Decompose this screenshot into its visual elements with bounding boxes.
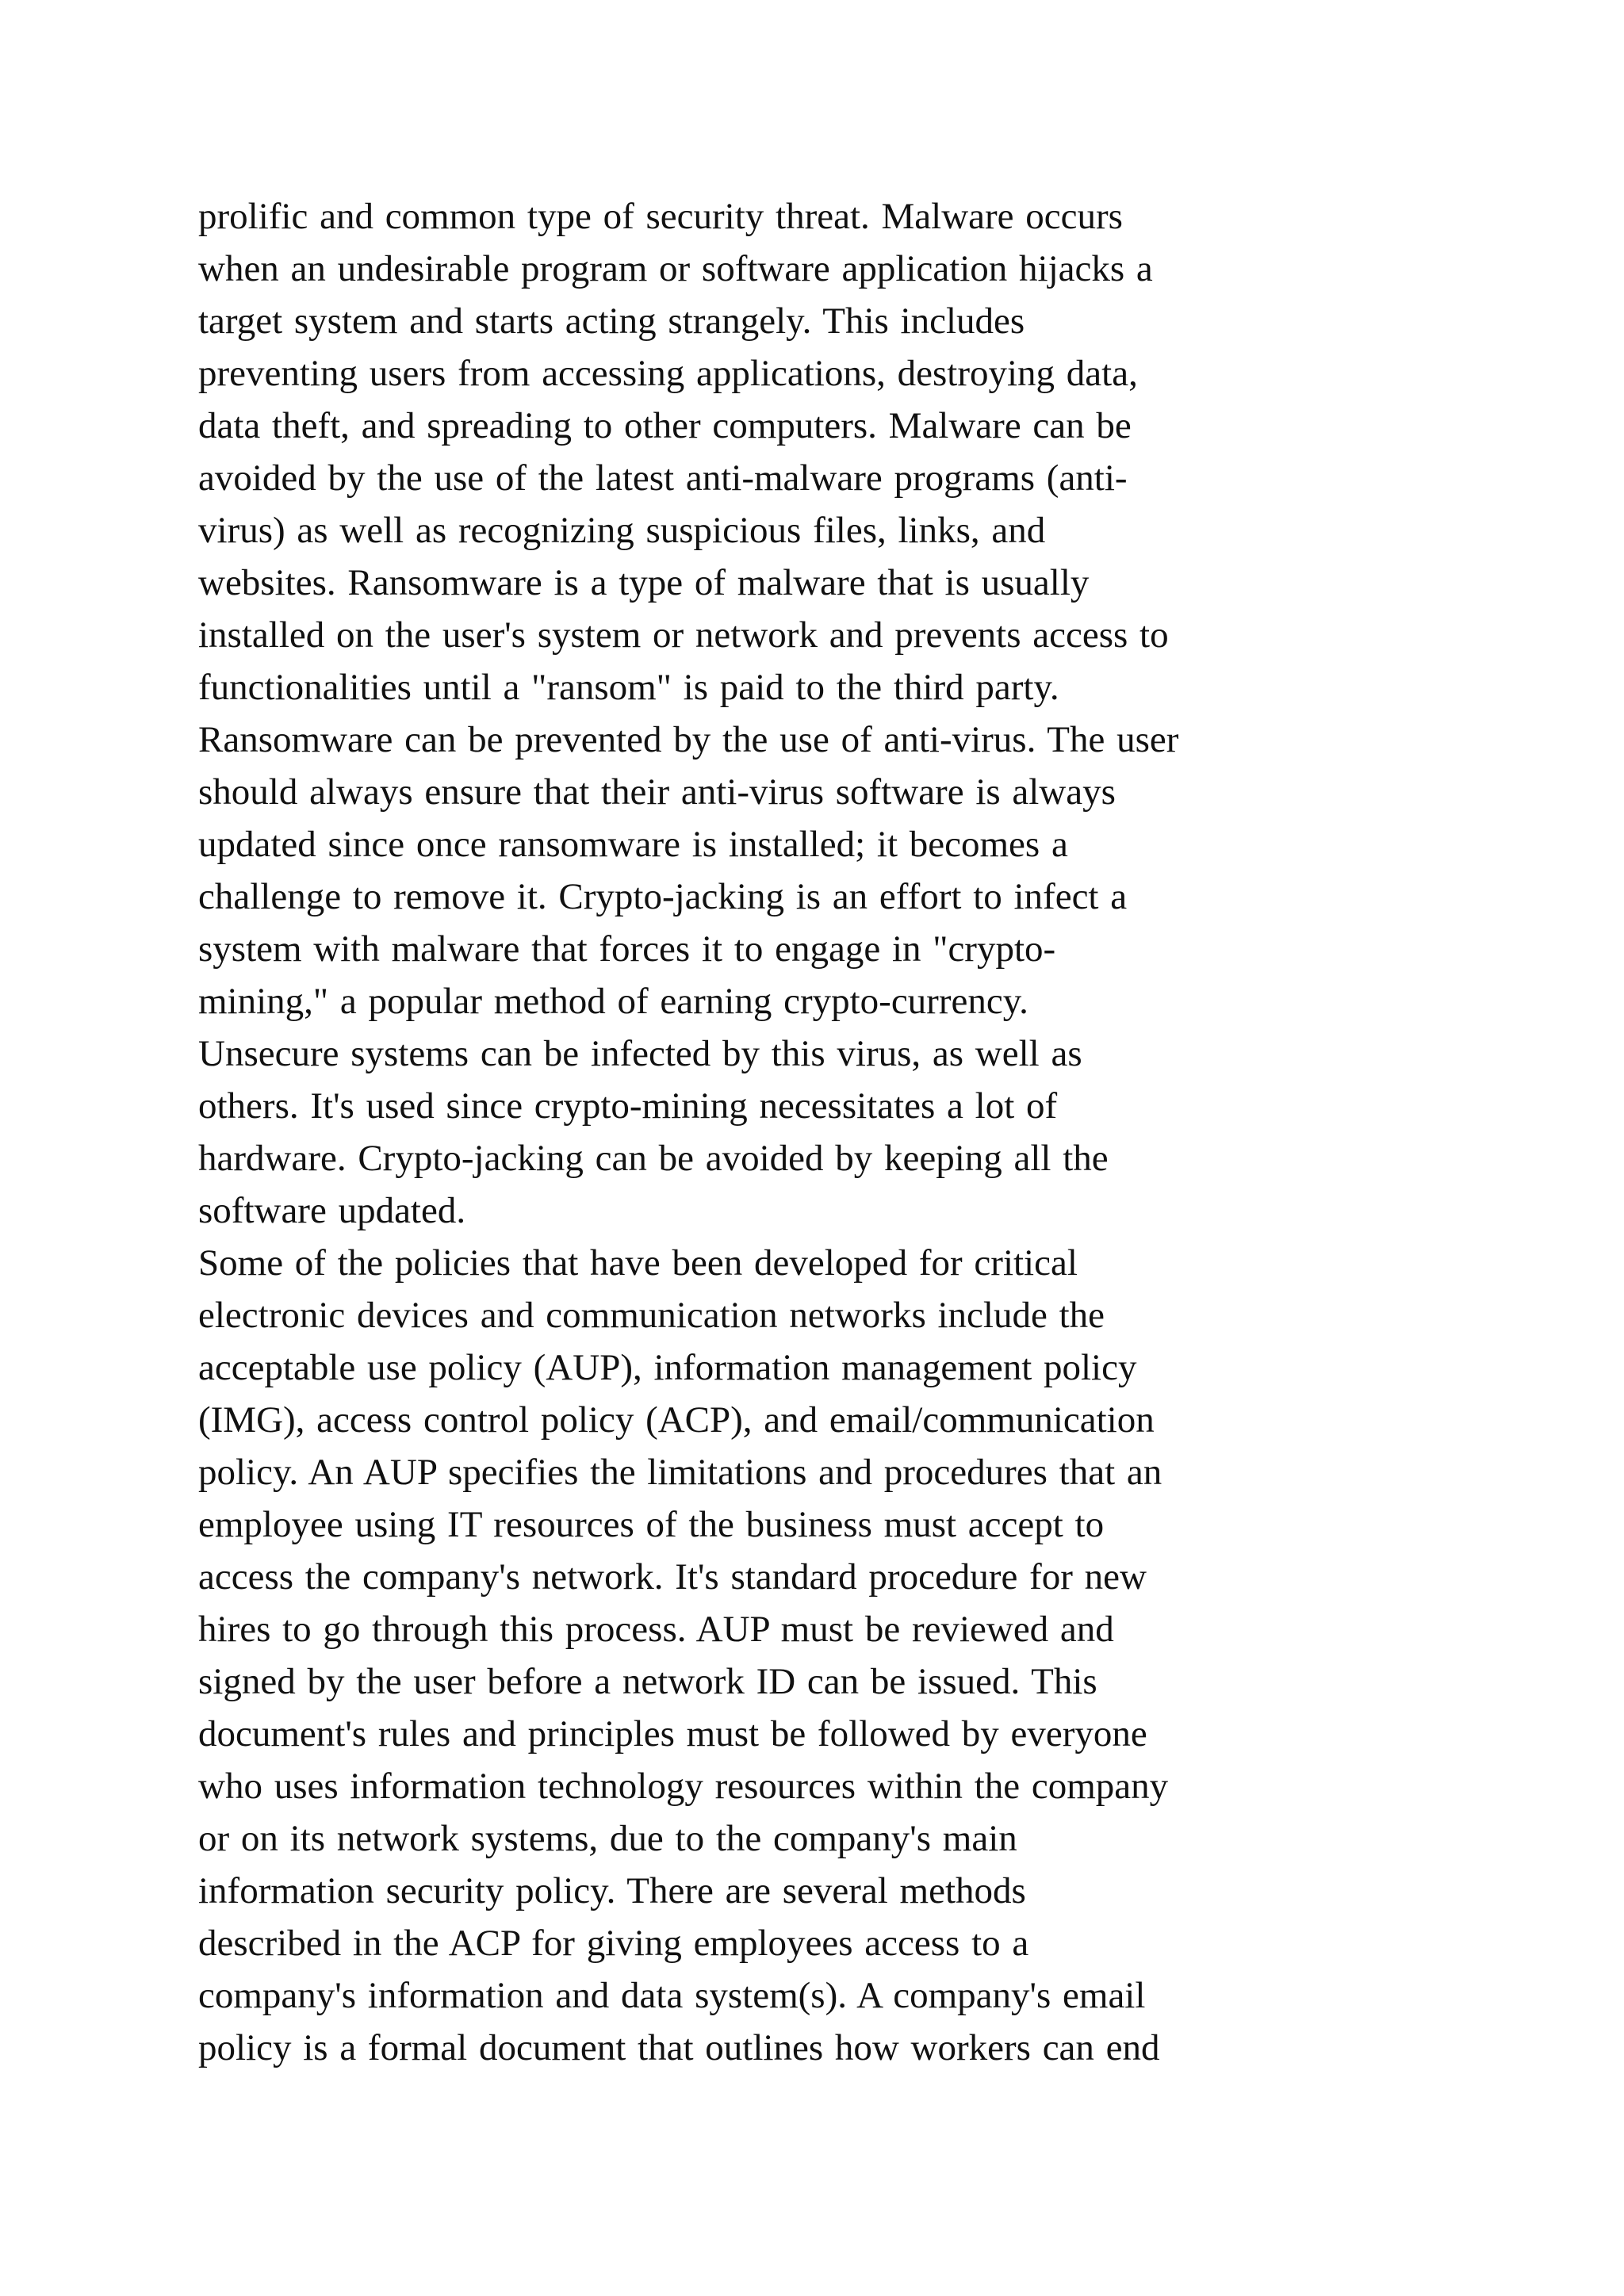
text-line: policy. An AUP specifies the limitations and procedures that an <box>198 1452 1162 1493</box>
text-line: updated since once ransomware is installed; it becomes a <box>198 824 1068 865</box>
text-line: installed on the user's system or network and prevents access to <box>198 614 1169 656</box>
text-line: acceptable use policy (AUP), information management policy <box>198 1347 1137 1388</box>
text-line: data theft, and spreading to other computers. Malware can be <box>198 405 1132 446</box>
text-line: should always ensure that their anti-virus software is always <box>198 771 1116 813</box>
text-line: information security policy. There are several methods <box>198 1870 1026 1911</box>
text-line: websites. Ransomware is a type of malware that is usually <box>198 562 1090 603</box>
text-line: hires to go through this process. AUP must be reviewed and <box>198 1609 1114 1650</box>
text-line: functionalities until a "ransom" is paid to the third party. <box>198 667 1059 708</box>
text-line: (IMG), access control policy (ACP), and email/communication <box>198 1399 1155 1441</box>
text-line: who uses information technology resources within the company <box>198 1766 1169 1807</box>
text-line: prolific and common type of security threat. Malware occurs <box>198 196 1123 237</box>
text-line: avoided by the use of the latest anti-malware programs (anti- <box>198 457 1128 499</box>
text-line: mining," a popular method of earning crypto-currency. <box>198 981 1028 1022</box>
text-line: Some of the policies that have been developed for critical <box>198 1242 1078 1284</box>
text-line: policy is a formal document that outlines how workers can end <box>198 2027 1160 2068</box>
text-line: preventing users from accessing applications, destroying data, <box>198 353 1138 394</box>
text-line: signed by the user before a network ID can be issued. This <box>198 1661 1097 1702</box>
text-line: described in the ACP for giving employees access to a <box>198 1923 1029 1964</box>
text-line: when an undesirable program or software application hijacks a <box>198 248 1153 289</box>
text-line: employee using IT resources of the business must accept to <box>198 1504 1105 1545</box>
text-line: access the company's network. It's standard procedure for new <box>198 1556 1147 1598</box>
text-line: Ransomware can be prevented by the use of anti-virus. The user <box>198 719 1179 760</box>
text-line: company's information and data system(s). A company's email <box>198 1975 1146 2016</box>
text-line: system with malware that forces it to engage in "crypto- <box>198 928 1056 970</box>
text-line: electronic devices and communication networks include the <box>198 1295 1105 1336</box>
text-line: others. It's used since crypto-mining necessitates a lot of <box>198 1085 1058 1127</box>
text-line: software updated. <box>198 1190 466 1231</box>
text-line: challenge to remove it. Crypto-jacking is an effort to infect a <box>198 876 1128 917</box>
text-line: or on its network systems, due to the company's main <box>198 1818 1017 1859</box>
text-line: target system and starts acting strangely. This includes <box>198 300 1025 342</box>
body-text <box>198 190 1507 2074</box>
text-line: document's rules and principles must be followed by everyone <box>198 1713 1147 1755</box>
text-line: hardware. Crypto-jacking can be avoided by keeping all the <box>198 1138 1109 1179</box>
text-line: virus) as well as recognizing suspicious files, links, and <box>198 510 1046 551</box>
text-line: Unsecure systems can be infected by this virus, as well as <box>198 1033 1082 1074</box>
